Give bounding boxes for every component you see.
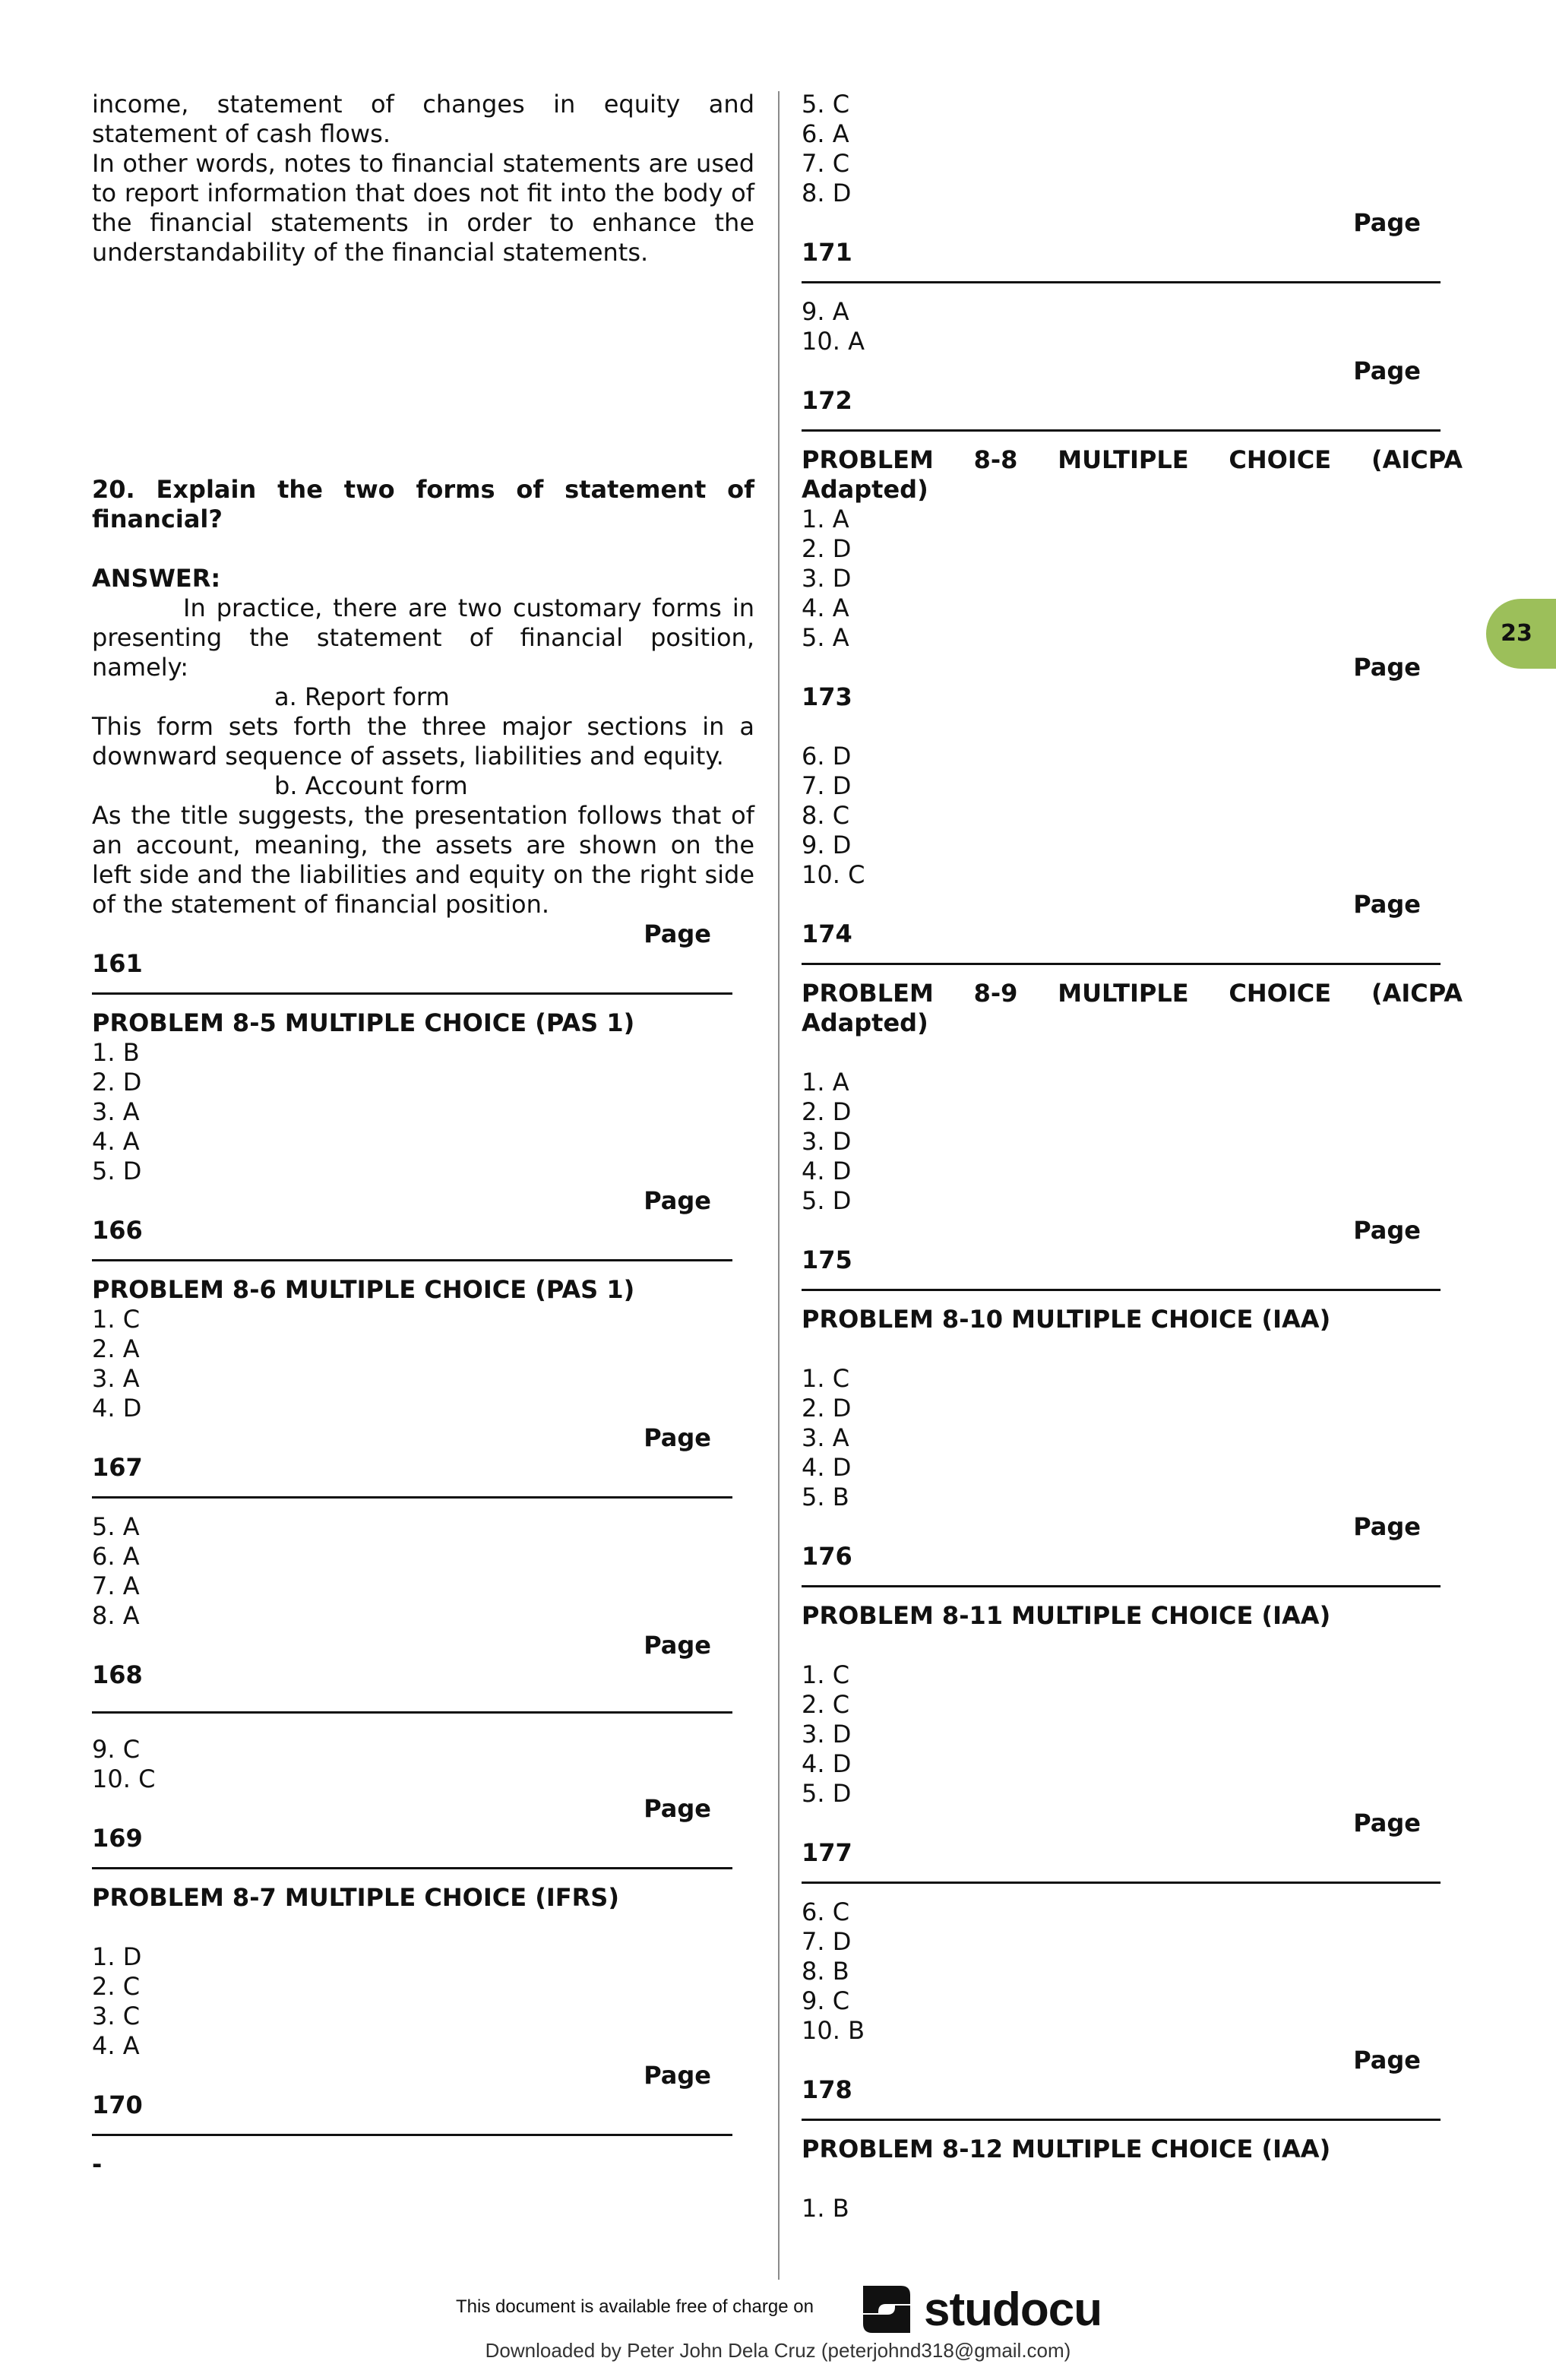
problem-8-10-title: PROBLEM 8-10 MULTIPLE CHOICE (IAA) [802,1305,1331,1334]
answer-item: 9. D [802,831,852,859]
page-label: Page [1353,1216,1421,1245]
section-rule [92,1711,732,1714]
page-label: Page [644,2061,711,2090]
section-rule [802,1882,1441,1884]
answer-item: 1. C [92,1305,141,1334]
answer-item: 7. D [802,1927,852,1956]
answer-item: 10. C [802,860,865,889]
answer-item: 10. A [802,327,865,356]
problem-8-11-title: PROBLEM 8-11 MULTIPLE CHOICE (IAA) [802,1601,1331,1630]
section-rule [92,1259,732,1261]
section-rule [92,2134,732,2136]
answer-item: 5. B [802,1483,849,1511]
answer-item: 6. A [802,119,849,148]
page-number: 177 [802,1838,852,1867]
page-number: 172 [802,386,852,415]
answer-item: 9. A [802,297,849,326]
answer-item: 3. D [802,564,852,593]
page-number: 178 [802,2075,852,2104]
page-number: 174 [802,919,852,948]
column-divider [778,91,780,2280]
answer-item: 8. C [802,801,850,830]
section-rule [802,1585,1441,1587]
answer-item: 5. A [802,623,849,652]
answer-item: 3. C [92,2002,141,2030]
page-number: 169 [92,1824,143,1853]
answer-item: 4. D [802,1453,852,1482]
page-number: 170 [92,2090,143,2119]
section-rule [92,992,732,995]
page-number: 176 [802,1542,852,1571]
answer-item: 5. D [92,1157,142,1185]
answer-item: 4. D [92,1394,142,1423]
problem-8-8-title: PROBLEM 8-8 MULTIPLE CHOICE (AICPA [802,445,1463,474]
answer-item: 5. A [92,1512,140,1541]
section-rule [802,429,1441,432]
answer-item: 2. D [802,534,852,563]
answer-item: 1. D [92,1942,142,1971]
answer-item: 1. A [802,505,849,533]
page-label: Page [644,1423,711,1452]
answer-item: 7. D [802,771,852,800]
page-label: Page [1353,208,1421,237]
question-20: 20. Explain the two forms of statement of financial? [92,475,754,533]
page-number: 167 [92,1453,143,1482]
studocu-logo[interactable] [855,2278,1102,2340]
trailing-mark: - [92,2150,103,2179]
page-number-badge [1486,599,1556,669]
page-number: 171 [802,238,852,267]
answer-item: 6. D [802,742,852,771]
answer-item: 3. A [92,1364,140,1393]
problem-8-6-title: PROBLEM 8-6 MULTIPLE CHOICE (PAS 1) [92,1275,635,1304]
answer-item: 8. B [802,1957,849,1986]
page-number: 175 [802,1245,852,1274]
answer-item: 2. D [802,1097,852,1126]
section-rule [802,2119,1441,2121]
page-label: Page [1353,1512,1421,1541]
answer-item: 3. A [92,1097,140,1126]
answer-item: 1. B [92,1038,140,1067]
page-label: Page [644,1631,711,1660]
page-number: 161 [92,949,143,978]
answer-item: 2. D [802,1394,852,1423]
problem-8-12-title: PROBLEM 8-12 MULTIPLE CHOICE (IAA) [802,2135,1331,2163]
section-rule [92,1496,732,1499]
intro-line-1: income, statement of changes in equity and statement of cash flows. [92,90,754,148]
problem-8-7-title: PROBLEM 8-7 MULTIPLE CHOICE (IFRS) [92,1883,619,1912]
answer-item: 2. C [92,1972,141,2001]
form-a-text: This form sets forth the three major sections in a downward sequence of assets, liabilities and equity. [92,712,754,771]
answer-item: 1. B [802,2194,849,2223]
form-b-text: As the title suggests, the presentation follows that of an account, meaning, the assets are shown on the left side and the liabilities and equity on the right side of the statement of financial position. [92,801,754,919]
page-label: Page [1353,653,1421,682]
answer-item: 5. D [802,1779,852,1808]
page-label: Page [644,919,711,948]
page-number: 173 [802,682,852,711]
answer-label: ANSWER: [92,564,221,593]
answer-item: 1. C [802,1660,850,1689]
studocu-logo-icon [855,2278,918,2340]
page-label: Page [1353,356,1421,385]
page-number: 166 [92,1216,143,1245]
problem-8-5-title: PROBLEM 8-5 MULTIPLE CHOICE (PAS 1) [92,1008,635,1037]
page-label: Page [1353,1809,1421,1837]
answer-item: 9. C [802,1986,850,2015]
answer-item: 8. D [802,179,852,207]
left-column [92,90,754,2179]
section-rule [802,1289,1441,1291]
answer-item: 6. A [92,1542,140,1571]
form-a-title: a. Report form [274,682,450,711]
answer-item: 7. C [802,149,850,178]
answer-item: 3. A [802,1423,849,1452]
section-rule [92,1867,732,1869]
page-label: Page [644,1186,711,1215]
answer-item: 7. A [92,1571,140,1600]
page-label: Page [644,1794,711,1823]
answer-item: 10. B [802,2016,865,2045]
answer-item: 4. D [802,1749,852,1778]
availability-note: This document is available free of charge on [456,2296,814,2317]
answer-item: 1. A [802,1068,849,1097]
page-badge-number: 23 [1497,615,1535,653]
section-rule [802,963,1441,965]
download-credit: Downloaded by Peter John Dela Cruz (peterjohnd318@gmail.com) [485,2339,1071,2362]
answer-item: 6. C [802,1897,850,1926]
answer-item: 5. C [802,90,850,119]
answer-item: 3. D [802,1127,852,1156]
page-label: Page [1353,890,1421,919]
answer-item: 4. D [802,1157,852,1185]
problem-8-9-title: PROBLEM 8-9 MULTIPLE CHOICE (AICPA [802,979,1463,1008]
problem-8-9-title-cont: Adapted) [802,1008,928,1037]
intro-line-2: In other words, notes to financial statements are used to report information that does not fit into the body of the financial statements in order to enhance the understandability of the financial statements. [92,149,754,267]
answer-item: 5. D [802,1186,852,1215]
answer-intro: In practice, there are two customary forms in presenting the statement of financial position, namely: [92,593,754,682]
right-column [802,90,1463,2223]
section-rule [802,281,1441,283]
answer-item: 2. A [92,1334,140,1363]
answer-item: 8. A [92,1601,140,1630]
form-b-title: b. Account form [274,771,468,800]
answer-item: 1. C [802,1364,850,1393]
problem-8-8-title-cont: Adapted) [802,475,928,504]
answer-item: 10. C [92,1764,156,1793]
studocu-logo-text: studocu [924,2283,1102,2336]
page-number: 168 [92,1660,143,1689]
answer-item: 9. C [92,1735,141,1764]
answer-item: 4. A [802,593,849,622]
answer-item: 4. A [92,2031,140,2060]
page-label: Page [1353,2046,1421,2075]
answer-item: 3. D [802,1720,852,1749]
answer-item: 2. C [802,1690,850,1719]
answer-item: 2. D [92,1068,142,1097]
answer-item: 4. A [92,1127,140,1156]
